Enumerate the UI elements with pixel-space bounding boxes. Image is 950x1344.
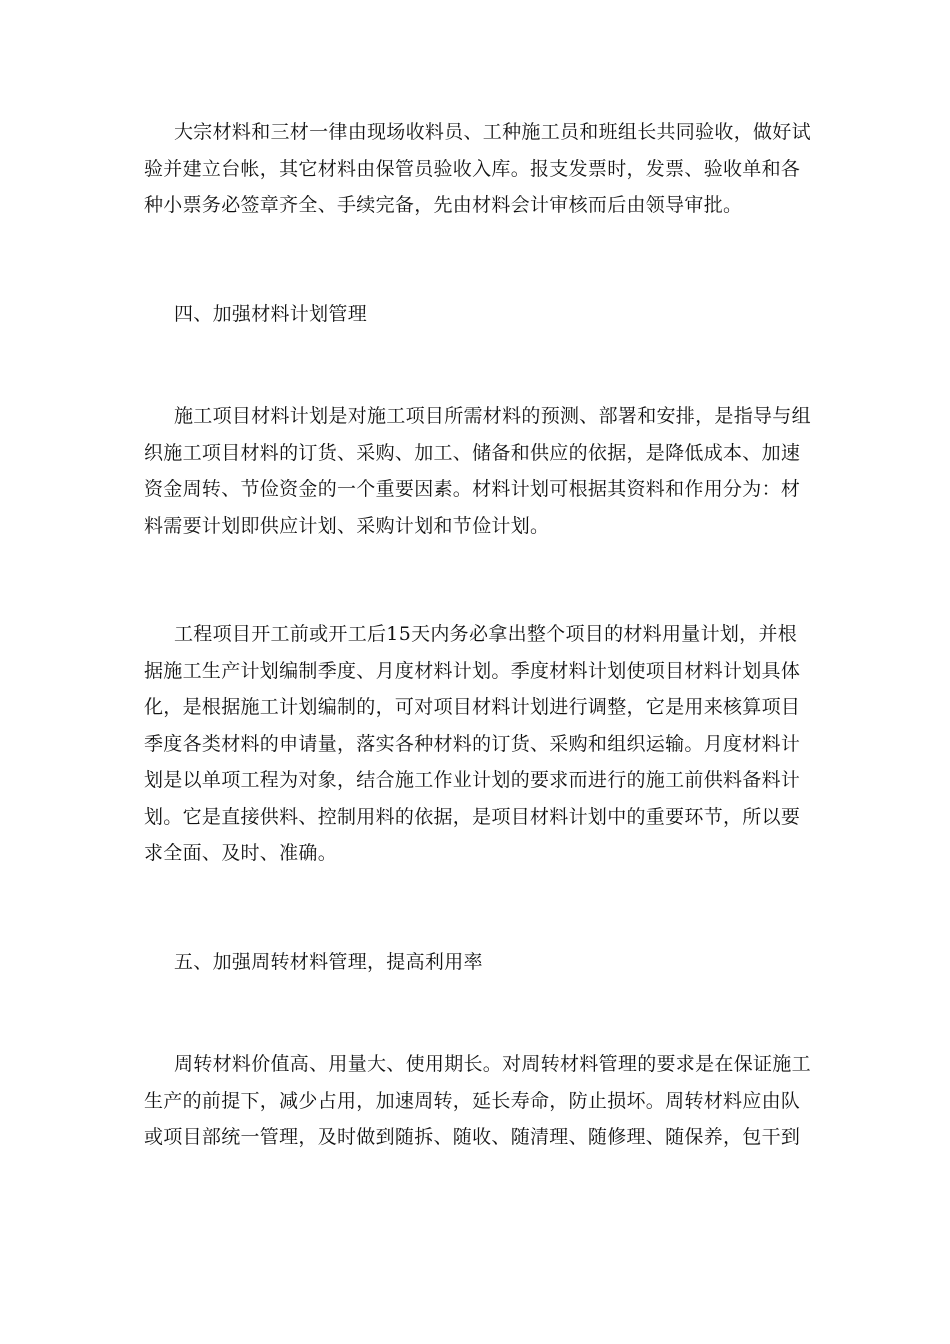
paragraph-turnover-materials bbox=[144, 1046, 812, 1156]
text-line: 求全面、及时、准确。 bbox=[144, 842, 338, 864]
text-line: 施工项目材料计划是对施工项目所需材料的预测、部署和安排，是指导与组 bbox=[174, 405, 811, 427]
text-line: 划。它是直接供料、控制用料的依据，是项目材料计划中的重要环节，所以要 bbox=[144, 805, 801, 828]
text-line: 资金周转、节俭资金的一个重要因素。材料计划可根据其资料和作用分为：材 bbox=[144, 478, 801, 500]
section-heading-4: 四、加强材料计划管理 bbox=[174, 303, 368, 325]
paragraph-material-plan bbox=[144, 398, 812, 544]
text-line: 料需要计划即供应计划、采购计划和节俭计划。 bbox=[144, 514, 550, 537]
text-line: 生产的前提下，减少占用，加速周转，延长寿命，防止损坏。周转材料应由队 bbox=[144, 1089, 801, 1112]
text-line: 或项目部统一管理，及时做到随拆、随收、随清理、随修理、随保养，包干到 bbox=[144, 1126, 801, 1148]
text-line: 种小票务必签章齐全、手续完备，先由材料会计审核而后由领导审批。 bbox=[144, 194, 743, 216]
text-line: 据施工生产计划编制季度、月度材料计划。季度材料计划使项目材料计划具体 bbox=[144, 659, 801, 682]
text-line: 季度各类材料的申请量，落实各种材料的订货、采购和组织运输。月度材料计 bbox=[144, 732, 801, 755]
text-line: 织施工项目材料的订货、采购、加工、储备和供应的依据，是降低成本、加速 bbox=[144, 441, 801, 464]
text-line: 化，是根据施工计划编制的，可对项目材料计划进行调整，它是用来核算项目 bbox=[144, 696, 801, 718]
text-line: 工程项目开工前或开工后15天内务必拿出整个项目的材料用量计划，并根 bbox=[174, 623, 798, 645]
paragraph-quarterly-monthly-plan bbox=[144, 616, 812, 872]
section-heading-5: 五、加强周转材料管理，提高利用率 bbox=[174, 951, 483, 973]
text-line: 划是以单项工程为对象，结合施工作业计划的要求而进行的施工前供料备料计 bbox=[144, 769, 801, 791]
paragraph-material-acceptance bbox=[144, 114, 812, 224]
text-line: 验并建立台帐，其它材料由保管员验收入库。报支发票时，发票、验收单和各 bbox=[144, 157, 801, 180]
text-line: 周转材料价值高、用量大、使用期长。对周转材料管理的要求是在保证施工 bbox=[174, 1053, 811, 1075]
text-line: 大宗材料和三材一律由现场收料员、工种施工员和班组长共同验收，做好试 bbox=[174, 121, 811, 143]
